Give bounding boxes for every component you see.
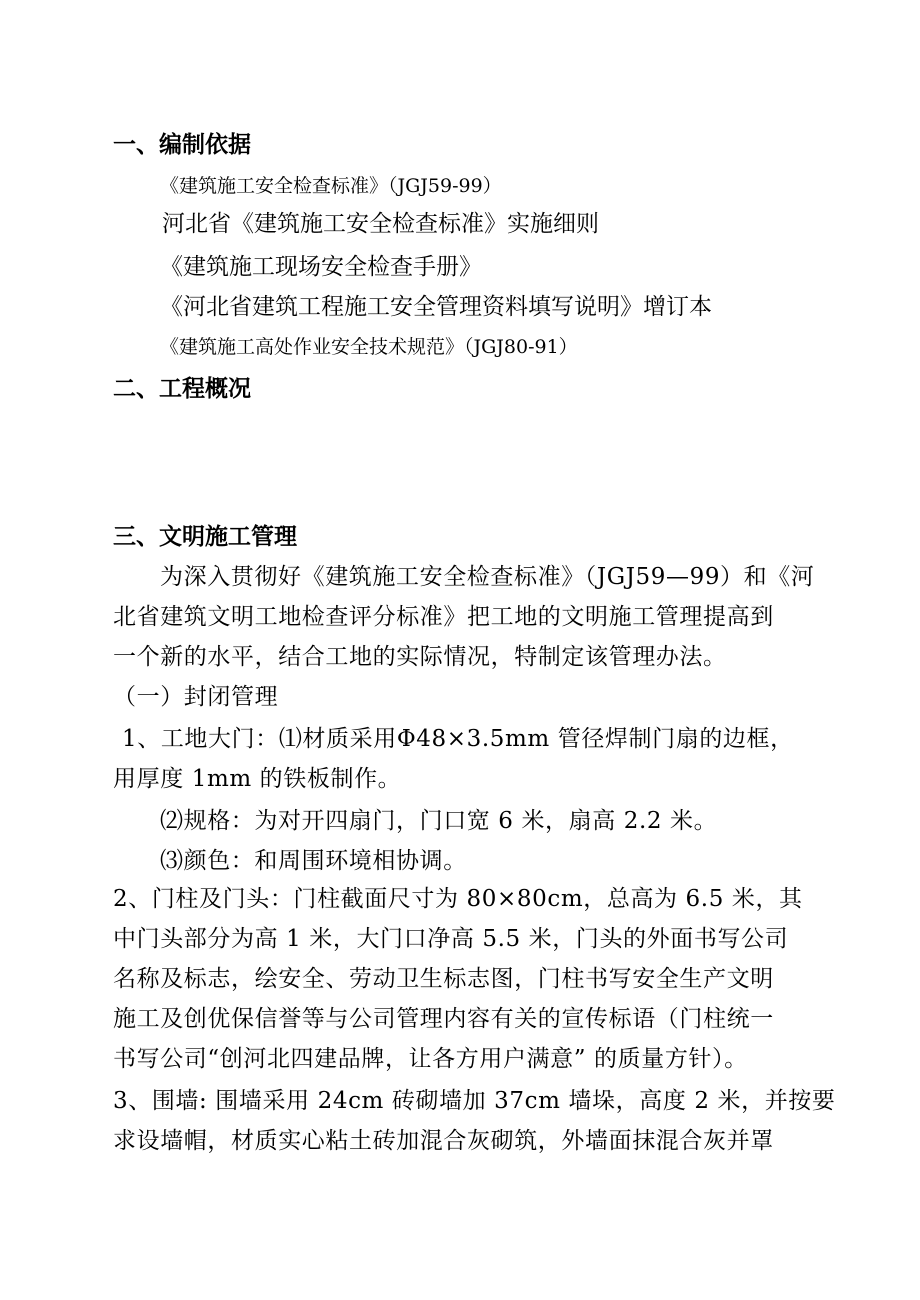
section-heading-overview: 二、工程概况 bbox=[113, 376, 251, 402]
reference-item: 河北省《建筑施工安全检查标准》实施细则 bbox=[162, 211, 599, 237]
paragraph-line: ⑵规格：为对开四扇门，门口宽 6 米，扇高 2.2 米。 bbox=[160, 808, 718, 834]
reference-item: 《河北省建筑工程施工安全管理资料填写说明》增订本 bbox=[160, 294, 712, 320]
paragraph-line: 1、工地大门：⑴材质采用Φ48×3.5mm 管径焊制门扇的边框， bbox=[122, 726, 794, 752]
reference-item: 《建筑施工现场安全检查手册》 bbox=[160, 254, 482, 280]
paragraph-line: 为深入贯彻好《建筑施工安全检查标准》（JGJ59—99）和《河 bbox=[160, 564, 815, 590]
reference-item: 《建筑施工安全检查标准》（JGJ59-99） bbox=[160, 175, 502, 197]
paragraph-line: 3、围墙: 围墙采用 24cm 砖砌墙加 37cm 墙垛，高度 2 米，并按要 bbox=[113, 1088, 836, 1114]
subsection-heading: （一）封闭管理 bbox=[113, 684, 279, 710]
paragraph-line: 求设墙帽，材质实心粘土砖加混合灰砌筑，外墙面抹混合灰并罩 bbox=[113, 1128, 774, 1154]
paragraph-line: 一个新的水平，结合工地的实际情况，特制定该管理办法。 bbox=[113, 644, 727, 670]
paragraph-line: 2、门柱及门头：门柱截面尺寸为 80×80cm，总高为 6.5 米，其 bbox=[113, 886, 803, 912]
paragraph-line: 书写公司“创河北四建品牌，让各方用户满意” 的质量方针）。 bbox=[113, 1046, 748, 1072]
paragraph-line: 北省建筑文明工地检查评分标准》把工地的文明施工管理提高到 bbox=[113, 604, 774, 630]
section-heading-civilized-construction: 三、文明施工管理 bbox=[113, 524, 297, 550]
paragraph-line: 名称及标志，绘安全、劳动卫生标志图，门柱书写安全生产文明 bbox=[113, 966, 774, 992]
paragraph-line: ⑶颜色：和周围环境相协调。 bbox=[160, 848, 467, 874]
paragraph-line: 用厚度 1mm 的铁板制作。 bbox=[113, 766, 402, 792]
section-heading-basis: 一、编制依据 bbox=[113, 132, 251, 158]
paragraph-line: 施工及创优保信誉等与公司管理内容有关的宣传标语（门柱统一 bbox=[113, 1006, 774, 1032]
reference-item: 《建筑施工高处作业安全技术规范》（JGJ80-91） bbox=[160, 336, 578, 358]
paragraph-line: 中门头部分为高 1 米，大门口净高 5.5 米，门头的外面书写公司 bbox=[113, 926, 789, 952]
